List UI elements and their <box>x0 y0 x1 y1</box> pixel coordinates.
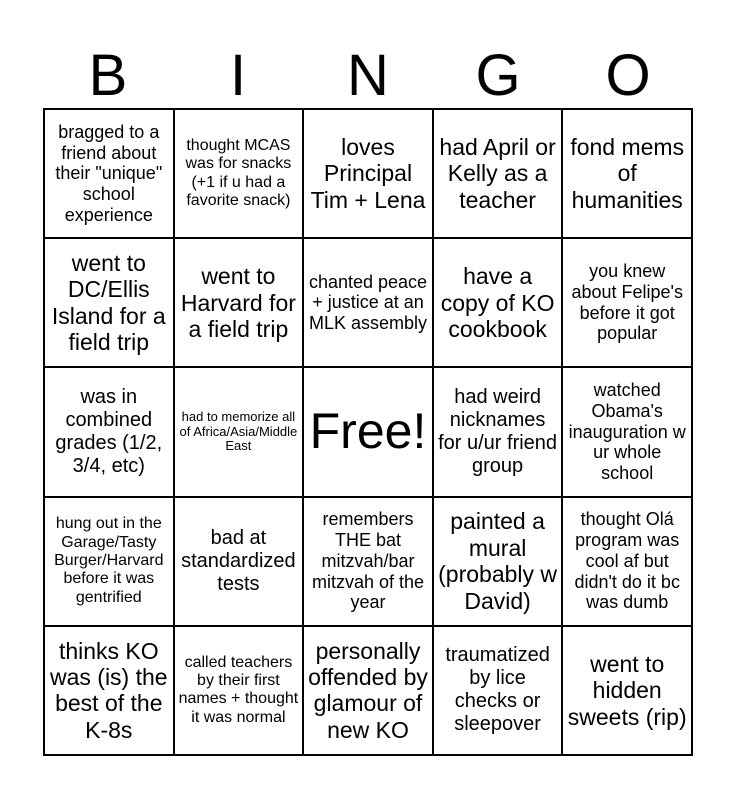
bingo-cell[interactable]: personally offended by glamour of new KO <box>303 626 433 755</box>
bingo-cell[interactable]: went to Harvard for a field trip <box>174 238 304 367</box>
bingo-cell[interactable]: remembers THE bat mitzvah/bar mitzvah of the year <box>303 497 433 626</box>
bingo-cell[interactable]: fond mems of humanities <box>562 109 692 238</box>
bingo-cell[interactable]: was in combined grades (1/2, 3/4, etc) <box>44 367 174 496</box>
bingo-cell[interactable]: watched Obama's inauguration w ur whole school <box>562 367 692 496</box>
bingo-cell[interactable]: had weird nicknames for u/ur friend group <box>433 367 563 496</box>
bingo-cell[interactable]: had to memorize all of Africa/Asia/Middle East <box>174 367 304 496</box>
bingo-cell[interactable]: painted a mural (probably w David) <box>433 497 563 626</box>
bingo-cell[interactable]: chanted peace + justice at an MLK assembly <box>303 238 433 367</box>
header-letter-b: B <box>88 43 128 108</box>
bingo-cell[interactable]: have a copy of KO cookbook <box>433 238 563 367</box>
bingo-cell[interactable]: thought Olá program was cool af but didn't do it bc was dumb <box>562 497 692 626</box>
bingo-cell[interactable]: bad at standardized tests <box>174 497 304 626</box>
free-space[interactable]: Free! <box>303 367 433 496</box>
bingo-cell[interactable]: went to DC/Ellis Island for a field trip <box>44 238 174 367</box>
header-letter-g: G <box>475 43 521 108</box>
bingo-cell[interactable]: you knew about Felipe's before it got popular <box>562 238 692 367</box>
bingo-cell[interactable]: thought MCAS was for snacks (+1 if u had a favorite snack) <box>174 109 304 238</box>
bingo-header <box>43 44 693 108</box>
bingo-cell[interactable]: loves Principal Tim + Lena <box>303 109 433 238</box>
header-letter-o: O <box>605 43 651 108</box>
bingo-cell[interactable]: traumatized by lice checks or sleepover <box>433 626 563 755</box>
bingo-cell[interactable]: thinks KO was (is) the best of the K-8s <box>44 626 174 755</box>
header-letter-i: I <box>229 43 247 108</box>
bingo-board <box>43 108 693 756</box>
header-letter-n: N <box>347 43 389 108</box>
bingo-cell[interactable]: hung out in the Garage/Tasty Burger/Harvard before it was gentrified <box>44 497 174 626</box>
bingo-cell[interactable]: bragged to a friend about their "unique" school experience <box>44 109 174 238</box>
bingo-cell[interactable]: went to hidden sweets (rip) <box>562 626 692 755</box>
bingo-cell[interactable]: called teachers by their first names + thought it was normal <box>174 626 304 755</box>
bingo-cell[interactable]: had April or Kelly as a teacher <box>433 109 563 238</box>
